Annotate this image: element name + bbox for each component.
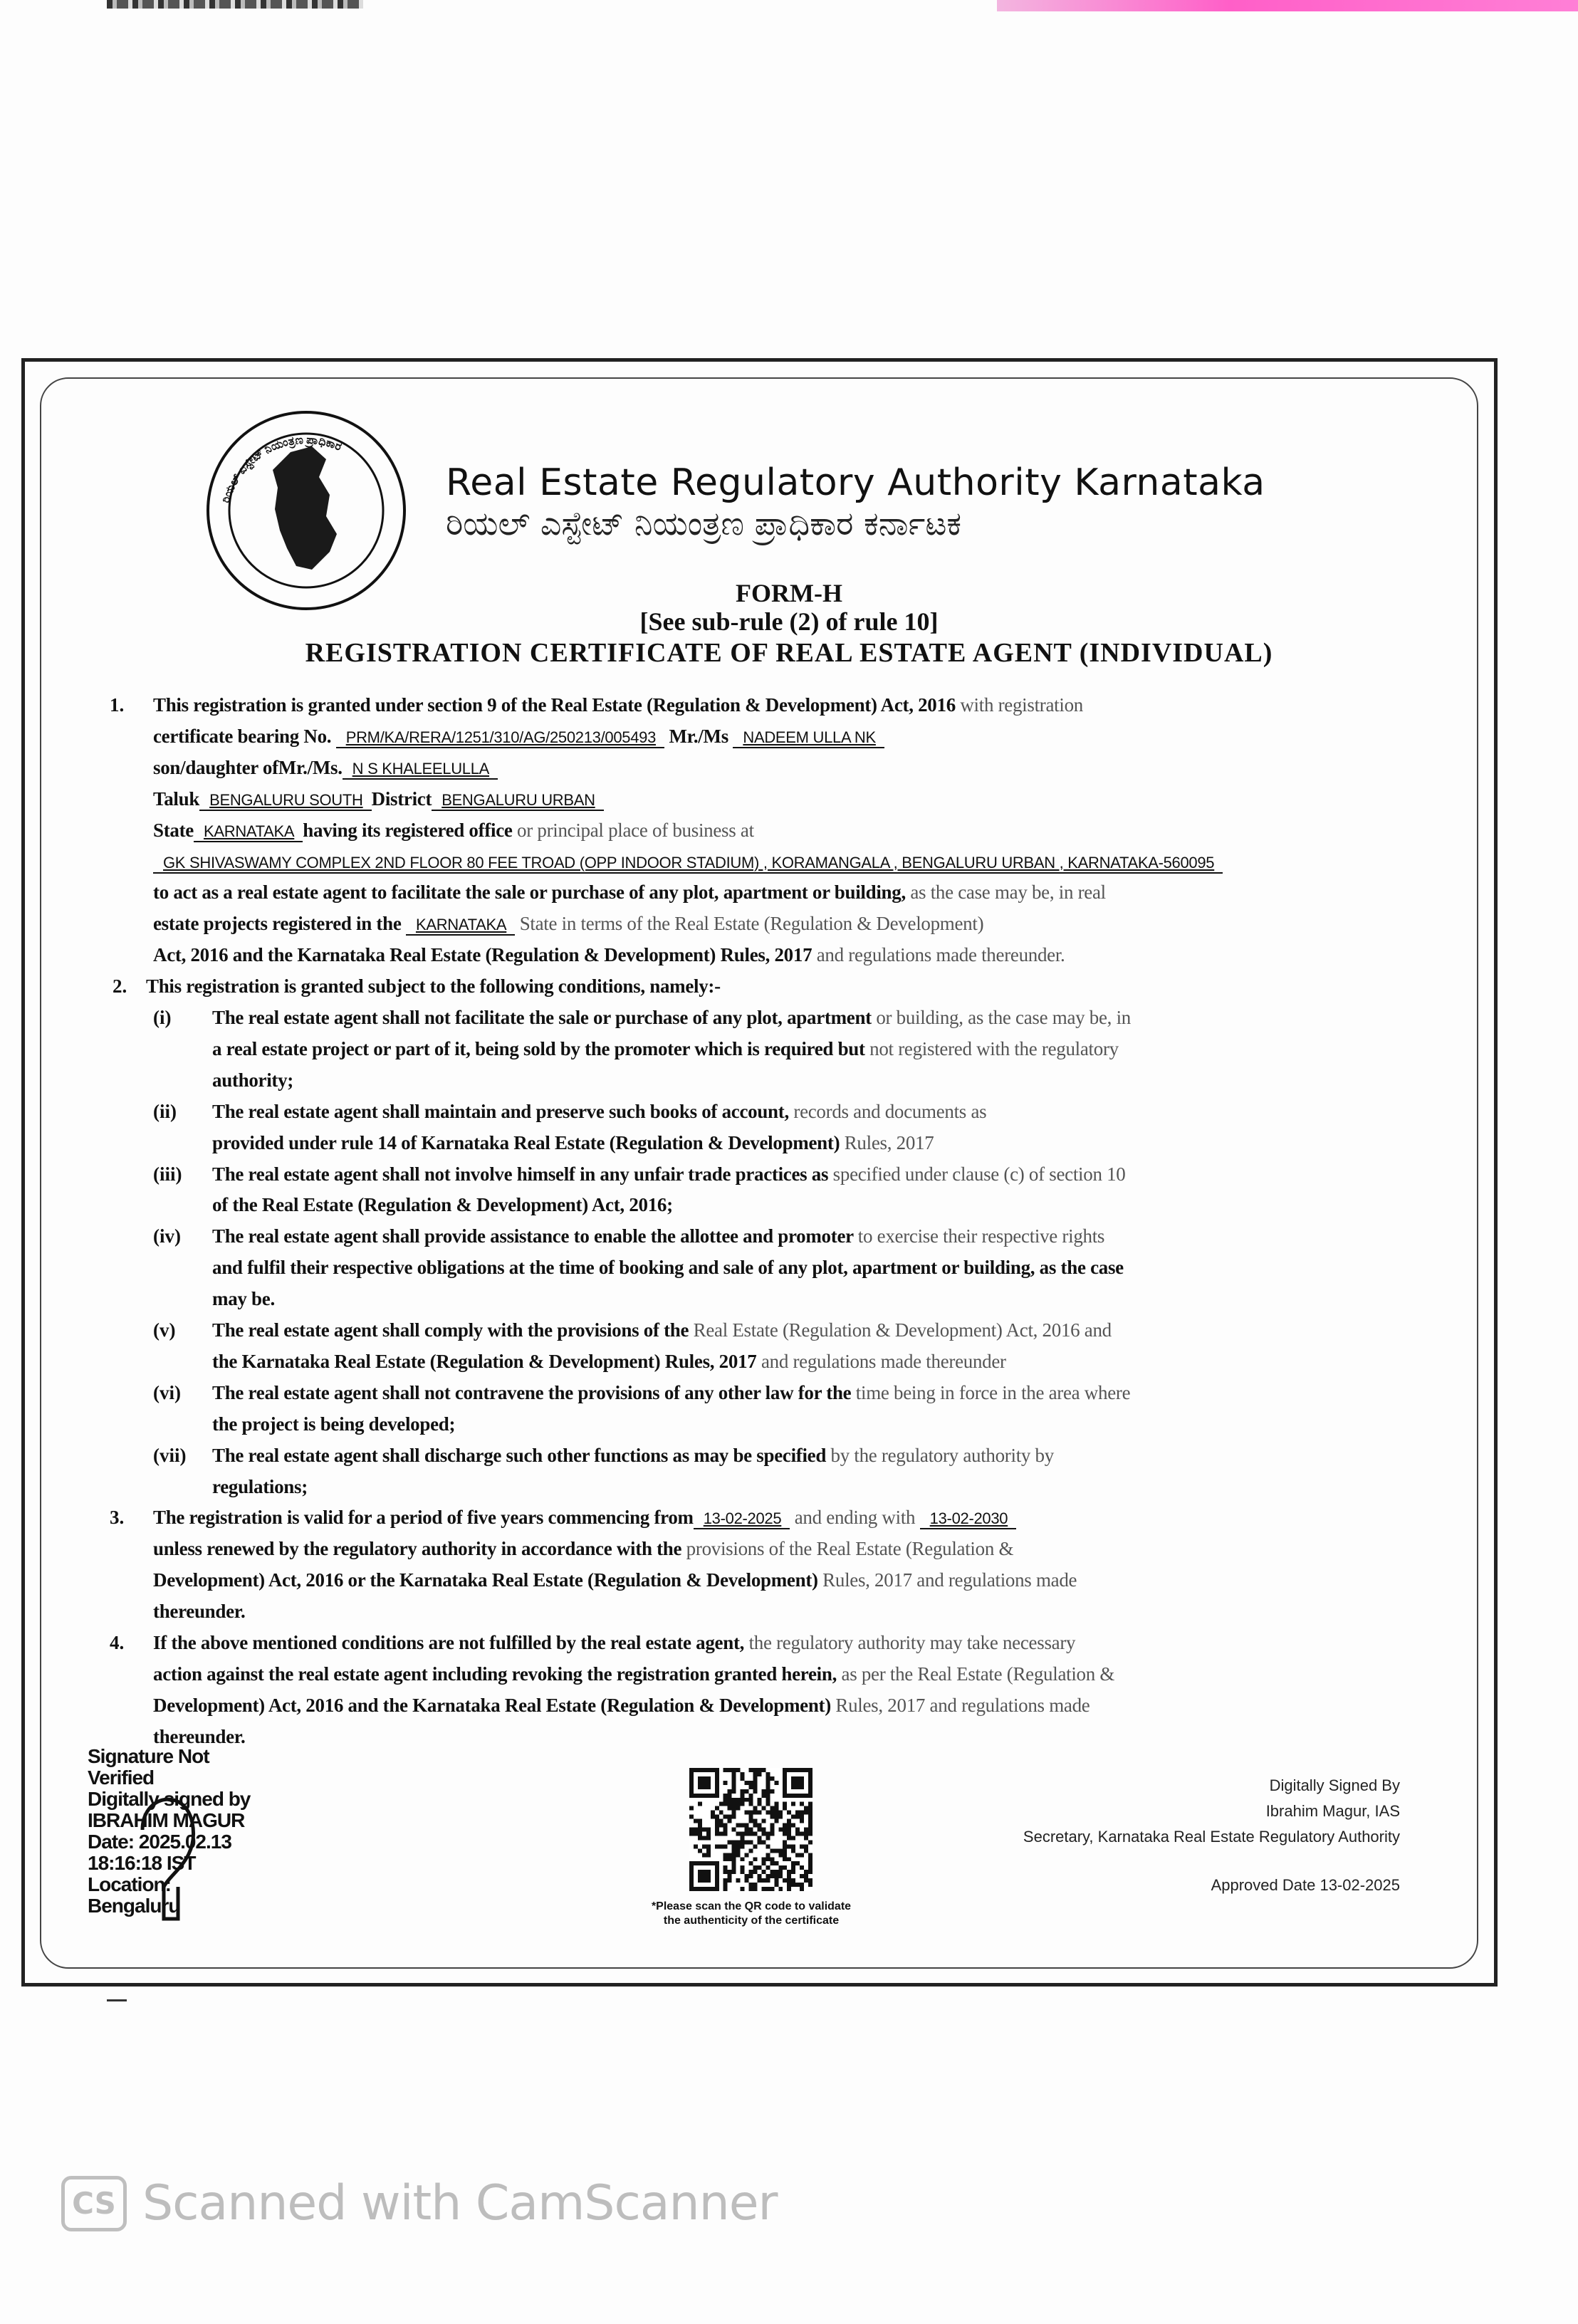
signature-location-label: Location: — [88, 1873, 171, 1895]
text-segment: The real estate agent shall not contravene the provisions of any other law for the — [212, 1381, 856, 1403]
text-segment: This registration is granted subject to the following conditions, namely:- — [146, 975, 721, 998]
certificate-text-line — [153, 1569, 1077, 1591]
filled-field-value: BENGALURU SOUTH — [199, 791, 372, 811]
approved-date-label: Approved Date — [1211, 1876, 1316, 1894]
text-segment: and ending with — [790, 1507, 920, 1529]
certificate-text-line — [153, 913, 983, 936]
text-segment: or building, as the case may be, in — [876, 1007, 1131, 1028]
text-segment: Real Estate (Regulation & Development) Act, 2016 and — [693, 1319, 1112, 1341]
text-segment: The real estate agent shall not involve himself in any unfair trade practices as — [212, 1163, 833, 1185]
signature-status: Signature Not — [88, 1745, 209, 1767]
signature-signer-name: IBRAHIM MAGUR — [88, 1809, 245, 1831]
clause-number: 1. — [110, 694, 125, 716]
text-segment: as the case may be, in real — [910, 881, 1106, 904]
qr-note-line: the authenticity of the certificate — [663, 1915, 840, 1927]
text-segment: of the Real Estate (Regulation & Development) Act, 2016; — [212, 1194, 673, 1216]
certificate-text-line — [212, 1163, 1126, 1185]
text-segment: The real estate agent shall discharge such other functions as may be specified — [212, 1444, 831, 1466]
text-segment: with registration — [960, 694, 1083, 716]
text-segment: time being in force in the area where — [855, 1381, 1131, 1403]
text-segment: having its registered office — [303, 819, 518, 841]
clause-number: (iv) — [153, 1225, 181, 1247]
filled-field-value: 13-02-2025 — [694, 1509, 790, 1529]
certificate-text-line — [153, 1507, 1016, 1529]
text-segment: Development) Act, 2016 and the Karnataka Real Estate (Regulation & Development) — [153, 1694, 836, 1716]
filled-field-value: NADEEM ULLA NK — [733, 728, 884, 748]
signed-by-designation: Secretary, Karnataka Real Estate Regulatory Authority — [1023, 1828, 1400, 1846]
clause-number: 4. — [110, 1632, 125, 1653]
filled-field-value: GK SHIVASWAMY COMPLEX 2ND FLOOR 80 FEE TROAD (OPP INDOOR STADIUM) , KORAMANGALA , BENGALURU URBAN , KARNATAKA-560095 — [153, 854, 1223, 874]
qr-code[interactable] — [689, 1768, 812, 1891]
qr-validation-note — [627, 1900, 876, 1928]
certificate-text-line — [153, 726, 884, 748]
text-segment: Mr./Ms — [664, 725, 733, 747]
certificate-text-line — [153, 851, 1223, 874]
text-segment: The real estate agent shall maintain and preserve such books of account, — [212, 1100, 794, 1122]
text-segment: son/daughter ofMr./Ms. — [153, 756, 343, 778]
text-segment: and fulfil their respective obligations at the time of booking and sale of any plot, apartment or building, as the case — [212, 1257, 1124, 1279]
filled-field-value: BENGALURU URBAN — [432, 791, 604, 811]
certificate-text-line — [146, 975, 721, 998]
authority-title-kannada: ರಿಯಲ್ ಎಸ್ಟೇಟ್ ನಿಯಂತ್ರಣ ಪ್ರಾಧಿಕಾರ ಕರ್ನಾಟಕ — [446, 504, 962, 543]
certificate-text-line — [153, 1663, 1114, 1685]
signature-date: Date: 2025.02.13 — [88, 1831, 231, 1853]
signature-status: Verified — [88, 1766, 155, 1789]
certificate-text-line — [212, 1382, 1130, 1404]
text-segment: thereunder. — [153, 1725, 246, 1747]
clause-number: (iii) — [153, 1163, 182, 1185]
certificate-text-line — [212, 1101, 986, 1123]
clause-number: 3. — [110, 1507, 125, 1529]
digitally-signed-by-block — [1023, 1773, 1400, 1850]
filled-field-value: KARNATAKA — [406, 916, 515, 936]
text-segment: records and documents as — [793, 1100, 987, 1122]
text-segment: provided under rule 14 of Karnataka Real Estate (Regulation & Development) — [212, 1131, 845, 1153]
form-subrule: [See sub-rule (2) of rule 10] — [639, 607, 939, 636]
scan-edge-artifact — [107, 0, 363, 9]
certificate-text-line — [212, 1351, 1006, 1373]
text-segment: a real estate project or part of it, being sold by the promoter which is required but — [212, 1037, 870, 1059]
certificate-text-line — [153, 694, 1083, 716]
page-mark — [107, 1999, 127, 2001]
certificate-text-line — [212, 1319, 1112, 1341]
clause-number: (ii) — [153, 1100, 177, 1122]
filled-field-value: N S KHALEELULLA — [343, 760, 498, 780]
text-segment: by the regulatory authority by — [830, 1444, 1054, 1466]
text-segment: authority; — [212, 1069, 293, 1091]
signed-by-label: Digitally Signed By — [1269, 1776, 1400, 1794]
certificate-text-line — [153, 1632, 1075, 1654]
authority-title-english: Real Estate Regulatory Authority Karnataka — [446, 461, 1265, 504]
text-segment: and regulations made thereunder. — [816, 944, 1065, 966]
certificate-text-line — [153, 1695, 1090, 1717]
signature-unverified-mark-icon — [128, 1780, 207, 1922]
certificate-text-line — [212, 1225, 1104, 1247]
clause-number: (v) — [153, 1319, 176, 1341]
text-segment: the project is being developed; — [212, 1413, 456, 1435]
filled-field-value: PRM/KA/RERA/1251/310/AG/250213/005493 — [336, 728, 664, 748]
certificate-text-line — [212, 1257, 1124, 1279]
text-segment: Rules, 2017 and regulations made — [835, 1694, 1090, 1716]
camscanner-text: Scanned with CamScanner — [142, 2175, 778, 2231]
certificate-text-line — [212, 1194, 673, 1216]
text-segment: certificate bearing No. — [153, 725, 336, 747]
certificate-text-line — [212, 1069, 293, 1092]
clause-number: (vi) — [153, 1381, 181, 1403]
text-segment: estate projects registered in the — [153, 913, 406, 935]
qr-note-line: *Please scan the QR code to validate — [651, 1900, 852, 1912]
text-segment: not registered with the regulatory — [869, 1037, 1119, 1059]
certificate-text-line — [153, 1601, 245, 1623]
text-segment: to exercise their respective rights — [857, 1225, 1105, 1247]
signature-location: Bengaluru — [88, 1895, 180, 1917]
text-segment: District — [371, 787, 432, 810]
certificate-text-line — [153, 881, 1106, 904]
text-segment: provisions of the Real Estate (Regulation & — [686, 1538, 1014, 1560]
text-segment: The real estate agent shall provide assistance to enable the allottee and promoter — [212, 1225, 858, 1247]
certificate-text-line — [212, 1413, 455, 1435]
certificate-text-line — [212, 1476, 308, 1498]
filled-field-value: KARNATAKA — [194, 822, 303, 842]
clause-number: (vii) — [153, 1444, 187, 1466]
scan-edge-artifact-pink — [997, 0, 1578, 11]
text-segment: Rules, 2017 and regulations made — [822, 1569, 1077, 1591]
certificate-text-line — [212, 1007, 1131, 1029]
certificate-text-line — [212, 1445, 1054, 1467]
text-segment: the Karnataka Real Estate (Regulation & Development) Rules, 2017 — [212, 1350, 761, 1372]
signature-time: 18:16:18 IST — [88, 1852, 196, 1874]
certificate-text-line — [212, 1038, 1119, 1060]
text-segment: unless renewed by the regulatory authority in accordance with the — [153, 1538, 686, 1560]
text-segment: as per the Real Estate (Regulation & — [841, 1663, 1115, 1685]
certificate-text-line — [153, 757, 498, 780]
approved-date-value: 13-02-2025 — [1320, 1876, 1400, 1894]
text-segment: action against the real estate agent including revoking the registration granted herein, — [153, 1663, 842, 1685]
text-segment: The real estate agent shall not facilitate the sale or purchase of any plot, apartment — [212, 1007, 877, 1028]
clause-number: (i) — [153, 1007, 172, 1028]
certificate-title: REGISTRATION CERTIFICATE OF REAL ESTATE AGENT (INDIVIDUAL) — [305, 638, 1273, 668]
text-segment: the regulatory authority may take necessary — [748, 1632, 1076, 1653]
form-name: FORM-H — [736, 579, 842, 607]
text-segment: to act as a real estate agent to facilitate the sale or purchase of any plot, apartment or building, — [153, 881, 911, 904]
certificate-text-line — [153, 944, 1065, 966]
text-segment: State in terms of the Real Estate (Regulation & Development) — [519, 913, 984, 935]
certificate-text-line — [212, 1132, 934, 1154]
approved-date — [1211, 1876, 1400, 1895]
text-segment: Rules, 2017 — [844, 1131, 934, 1153]
certificate-text-line — [212, 1288, 275, 1310]
text-segment: Taluk — [153, 787, 200, 810]
certificate-text-line — [153, 820, 754, 842]
text-segment: Act, 2016 and the Karnataka Real Estate (Regulation & Development) Rules, 2017 — [153, 944, 817, 966]
certificate-text-line — [153, 788, 604, 811]
text-segment: This registration is granted under section 9 of the Real Estate (Regulation & Development) Act, 2016 — [153, 694, 961, 716]
text-segment: and regulations made thereunder — [761, 1350, 1006, 1372]
text-segment: may be. — [212, 1288, 275, 1310]
text-segment: regulations; — [212, 1475, 308, 1497]
text-segment: If the above mentioned conditions are not fulfilled by the real estate agent, — [153, 1632, 749, 1653]
certificate-text-line — [153, 1538, 1013, 1560]
text-segment: The real estate agent shall comply with the provisions of the — [212, 1319, 694, 1341]
text-segment: specified under clause (c) of section 10 — [832, 1163, 1126, 1185]
camscanner-watermark — [61, 2175, 778, 2231]
svg-text:ರಿಯಲ್ ಎಸ್ಟೇಟ್ ನಿಯಂತ್ರಣ ಪ್ರಾಧಿಕ: ರಿಯಲ್ ಎಸ್ಟೇಟ್ ನಿಯಂತ್ರಣ ಪ್ರಾಧಿಕಾರ — [219, 434, 343, 505]
signed-by-name: Ibrahim Magur, IAS — [1265, 1802, 1400, 1820]
signature-signed-by-label: Digitally signed by — [88, 1788, 251, 1810]
text-segment: State — [153, 819, 194, 841]
camscanner-logo-icon: CS — [61, 2176, 127, 2231]
text-segment: Development) Act, 2016 or the Karnataka Real Estate (Regulation & Development) — [153, 1569, 823, 1591]
text-segment: The registration is valid for a period of five years commencing from — [153, 1507, 694, 1529]
text-segment: thereunder. — [153, 1601, 246, 1623]
text-segment: or principal place of business at — [517, 819, 754, 841]
filled-field-value: 13-02-2030 — [920, 1509, 1017, 1529]
clause-number: 2. — [113, 975, 127, 998]
